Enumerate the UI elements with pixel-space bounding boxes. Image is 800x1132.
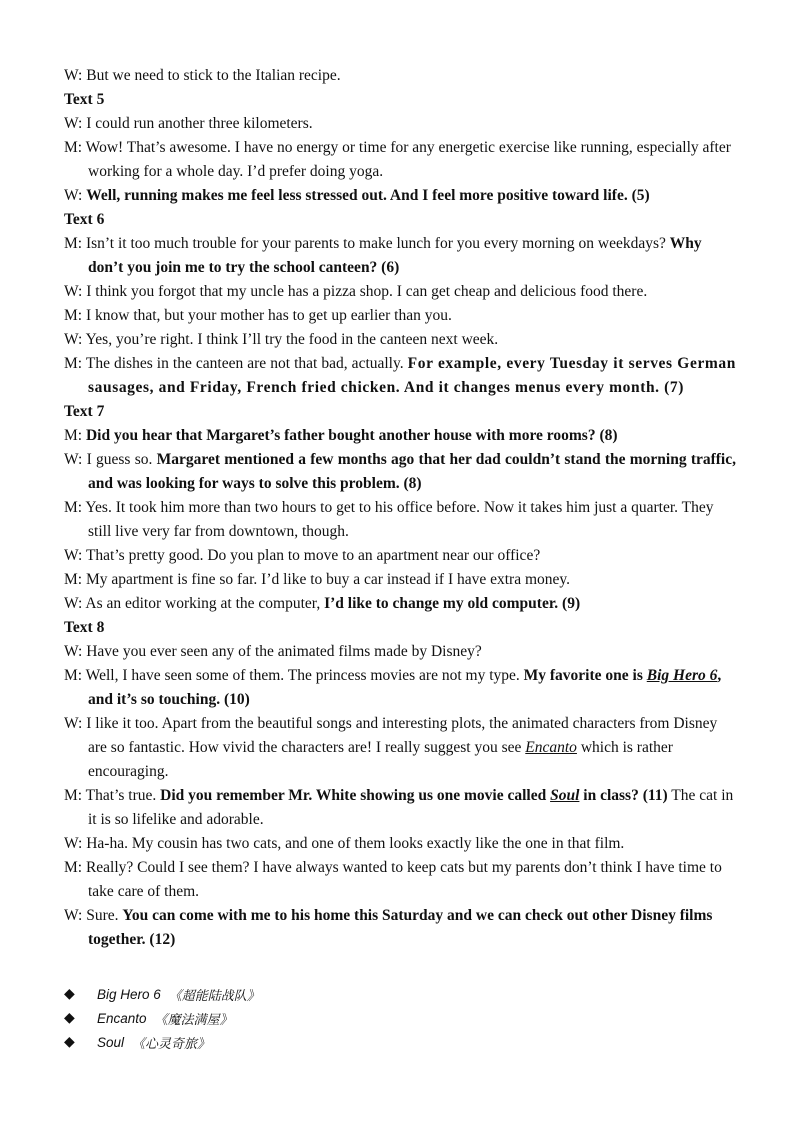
text-segment: W: Yes, you’re right. I think I’ll try the food in the canteen next week. [64, 331, 499, 348]
dialogue-line [64, 784, 736, 832]
text-segment: M: Isn’t it too much trouble for your parents to make lunch for you every morning on weekdays? [64, 235, 670, 252]
text-segment: W: I could run another three kilometers. [64, 115, 313, 132]
text-segment: W: Have you ever seen any of the animated films made by Disney? [64, 643, 482, 660]
section-heading [64, 88, 736, 112]
text-segment: which is rather encouraging. [88, 739, 673, 780]
text-segment: I’d like to change my old computer. (9) [324, 595, 581, 612]
dialogue-line [64, 592, 736, 616]
text-segment: M: Really? Could I see them? I have always wanted to keep cats but my parents don’t think I have time to take care of them. [64, 859, 722, 900]
dialogue-line [64, 136, 736, 184]
film-chinese-title: 《魔法满屋》 [154, 1012, 233, 1028]
text-segment: W: But we need to stick to the Italian recipe. [64, 67, 341, 84]
text-segment: M: My apartment is fine so far. I’d like to buy a car instead if I have extra money. [64, 571, 571, 588]
dialogue-line [64, 232, 736, 280]
film-note [64, 982, 260, 1006]
dialogue-line [64, 568, 736, 592]
text-segment: W: I think you forgot that my uncle has a pizza shop. I can get cheap and delicious food there. [64, 283, 648, 300]
text-segment: M: That’s true. [64, 787, 161, 804]
diamond-bullet-icon: ◆ [64, 986, 75, 1002]
text-segment: The cat in it is so lifelike and adorable. [88, 787, 734, 828]
text-segment: Text 5 [64, 91, 105, 108]
dialogue-line [64, 328, 736, 352]
text-segment: in class? (11) [579, 787, 668, 804]
section-heading [64, 400, 736, 424]
diamond-bullet-icon: ◆ [64, 1034, 75, 1050]
text-segment: Why don’t you join me to try the school canteen? (6) [88, 235, 702, 276]
text-segment: Did you hear that Margaret’s father bought another house with more rooms? (8) [85, 427, 618, 444]
text-segment: W: That’s pretty good. Do you plan to move to an apartment near our office? [64, 547, 541, 564]
film-title: Encanto [525, 739, 577, 756]
dialogue-line [64, 712, 736, 784]
dialogue-line [64, 64, 736, 88]
film-note [64, 1006, 260, 1030]
film-title: Big Hero 6 [646, 667, 718, 684]
text-segment: W: As an editor working at the computer, [64, 595, 325, 612]
dialogue-line [64, 280, 736, 304]
dialogue-line [64, 856, 736, 904]
section-heading [64, 208, 736, 232]
text-segment: You can come with me to his home this Saturday and we can check out other Disney films together. (12) [88, 907, 713, 948]
film-chinese-title: 《超能陆战队》 [168, 988, 260, 1004]
film-note [64, 1030, 260, 1054]
dialogue-line [64, 496, 736, 544]
text-segment: W: Ha-ha. My cousin has two cats, and one of them looks exactly like the one in that film. [64, 835, 625, 852]
diamond-bullet-icon: ◆ [64, 1010, 75, 1026]
dialogue-line [64, 544, 736, 568]
dialogue-line [64, 640, 736, 664]
text-segment: M: Wow! That’s awesome. I have no energy or time for any energetic exercise like running, especially after working for a whole day. I’d prefer doing yoga. [64, 139, 731, 180]
text-segment: , and it’s so touching. (10) [88, 667, 722, 708]
text-segment: Did you remember Mr. White showing us one movie called [160, 787, 551, 804]
dialogue-line [64, 832, 736, 856]
text-segment: My favorite one is [523, 667, 647, 684]
text-segment: W: I guess so. [64, 451, 157, 468]
dialogue-line [64, 304, 736, 328]
text-segment: M: Well, I have seen some of them. The princess movies are not my type. [64, 667, 524, 684]
dialogue-line [64, 664, 736, 712]
film-title-notes [64, 982, 260, 1054]
dialogue-line [64, 352, 736, 400]
text-segment: W: [64, 187, 87, 204]
dialogue-line [64, 112, 736, 136]
text-segment: For example, every Tuesday it serves German sausages, and Friday, French fried chicken. And it changes menus every month. (7) [88, 355, 736, 396]
text-segment: M: I know that, but your mother has to get up earlier than you. [64, 307, 452, 324]
section-heading [64, 616, 736, 640]
text-segment: M: [64, 427, 86, 444]
text-segment: M: The dishes in the canteen are not that bad, actually. [64, 355, 408, 372]
dialogue-line [64, 448, 736, 496]
transcript [64, 64, 736, 952]
film-title: Soul [550, 787, 580, 804]
text-segment: W: I like it too. Apart from the beautiful songs and interesting plots, the animated characters from Disney are so fantastic. How vivid the characters are! I really suggest you see [64, 715, 718, 756]
text-segment: Text 7 [64, 403, 105, 420]
text-segment: Well, running makes me feel less stressed out. And I feel more positive toward life. (5) [86, 187, 650, 204]
text-segment: Text 6 [64, 211, 105, 228]
text-segment: W: Sure. [64, 907, 123, 924]
film-english-title: Soul [97, 1034, 125, 1050]
dialogue-line [64, 424, 736, 448]
dialogue-line [64, 904, 736, 952]
dialogue-line [64, 184, 736, 208]
film-english-title: Big Hero 6 [97, 986, 161, 1002]
text-segment: M: Yes. It took him more than two hours to get to his office before. Now it takes him just a quarter. They still live very far from downtown, though. [64, 499, 714, 540]
text-segment: Margaret mentioned a few months ago that her dad couldn’t stand the morning traffic, and was looking for ways to solve this problem. (8) [88, 451, 736, 492]
film-chinese-title: 《心灵奇旅》 [132, 1036, 211, 1052]
text-segment: Text 8 [64, 619, 105, 636]
film-english-title: Encanto [97, 1010, 147, 1026]
